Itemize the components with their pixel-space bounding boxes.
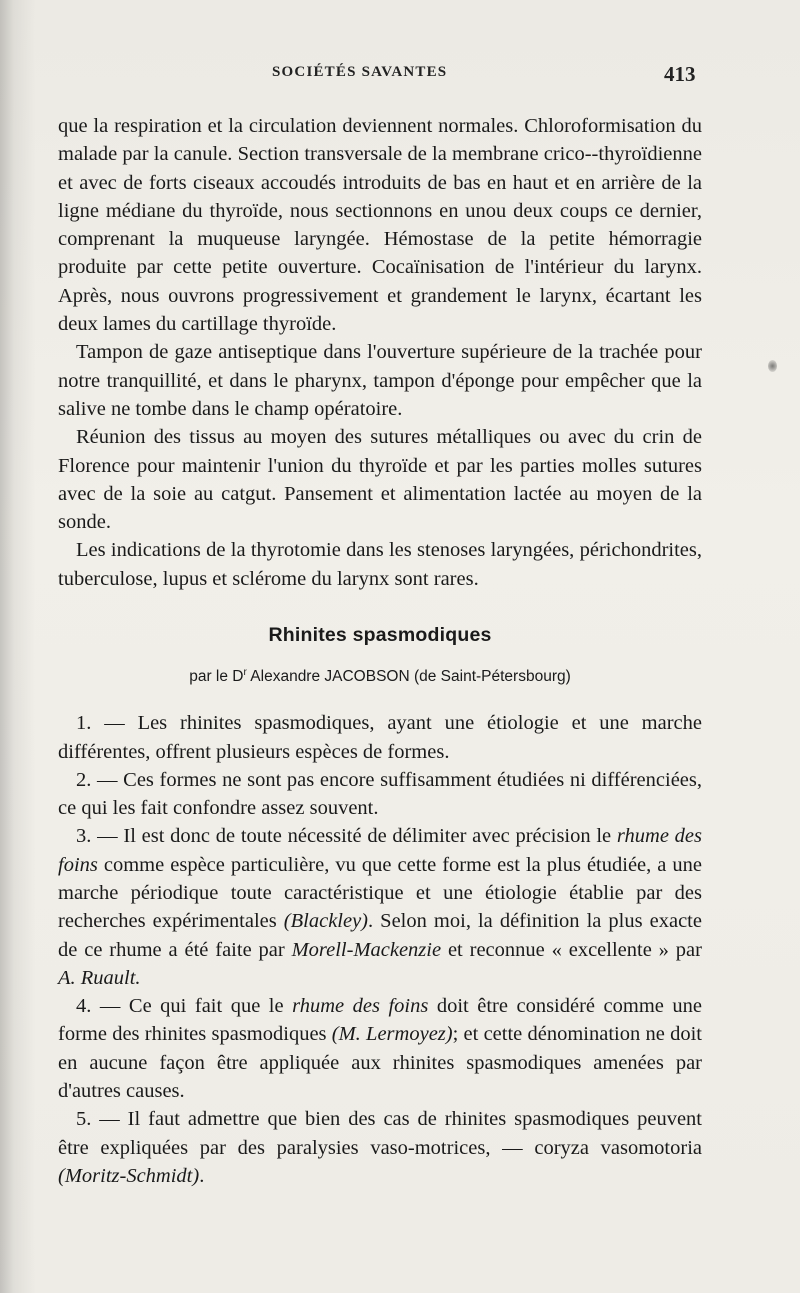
italic-citation: (Moritz-Schmidt) xyxy=(58,1164,200,1187)
italic-term: rhume des foins xyxy=(58,825,702,876)
numbered-point-1: 1. — Les rhinites spasmodiques, ayant une étiologie et une marche différentes, offrent plusieurs espèces de formes. xyxy=(58,712,702,763)
text-run: comme espèce particulière, vu que cette forme est la plus étudiée, a une marche périodique toute caractéristique et une étiologie établie par des recherches expérimentales xyxy=(58,853,702,933)
italic-citation: (Blackley) xyxy=(283,910,369,933)
paragraph: que la respiration et la circulation deviennent normales. Chloroformisation du malade par la canule. Section transversale de la membrane crico--thyroïdienne et avec de forts ciseaux accoudés introduits de bas en haut et en arrière de la ligne médiane du thyroïde, nous sectionnons en unou deux coups ce dernier, comprenant la muqueuse laryngée. Hémostase de la petite hémorragie produite par cette petite ouverture. Cocaïnisation de l'intérieur du larynx. Après, nous ouvrons progressivement et grandement le larynx, écartant les deux lames du cartillage thyroïde. xyxy=(58,115,702,336)
paragraph: Tampon de gaze antiseptique dans l'ouverture supérieure de la trachée pour notre tranquillité, et dans le pharynx, tampon d'éponge pour empêcher que la salive ne tombe dans le champ opératoire. xyxy=(58,341,702,420)
numbered-point-2: 2. — Ces formes ne sont pas encore suffisamment étudiées ni différenciées, ce qui les fait confondre assez souvent. xyxy=(58,768,702,820)
text-run: ; et cette dénomination ne doit en aucune façon être appliquée aux rhinites spasmodiques amenées par d'autres causes. xyxy=(58,1023,702,1103)
page-number: 413 xyxy=(664,62,696,86)
paragraph: Les indications de la thyrotomie dans les stenoses laryngées, périchondrites, tuberculose, lupus et sclérome du larynx sont rares. xyxy=(58,539,702,590)
text-run: et reconnue « excellente » par xyxy=(441,938,702,961)
article-byline xyxy=(58,661,702,689)
byline-prefix: par le D xyxy=(189,668,244,686)
page-header xyxy=(0,64,800,88)
numbered-point-3 xyxy=(58,822,702,992)
byline-superscript: r xyxy=(243,667,247,679)
italic-citation: (M. Lermoyez) xyxy=(331,1023,453,1046)
numbered-point-4 xyxy=(58,992,702,1105)
paragraph: Réunion des tissus au moyen des sutures métalliques ou avec du crin de Florence pour maintenir l'union du thyroïde et par les parties molles sutures avec de la soie au catgut. Pansement et alimentation lactée au moyen de la sonde. xyxy=(58,426,702,534)
italic-citation: Morell-Mackenzie xyxy=(291,938,442,961)
byline-author: Alexandre JACOBSON (de Saint-Pétersbourg) xyxy=(246,668,571,686)
text-run: 4. — Ce qui fait que le xyxy=(76,995,293,1018)
italic-citation: A. Ruault. xyxy=(58,966,141,989)
italic-term: rhume des foins xyxy=(292,995,429,1018)
text-run: doit être considéré comme une forme des rhinites spasmodiques xyxy=(58,995,702,1046)
page-body xyxy=(58,112,702,1190)
ink-spot xyxy=(768,360,777,372)
text-run: 5. — Il faut admettre que bien des cas de rhinites spasmodiques peuvent être expliquées par des paralysies vaso-motrices, — coryza vasomotoria xyxy=(58,1108,702,1159)
text-run: . xyxy=(199,1164,205,1187)
text-run: . Selon moi, la définition la plus exacte de ce rhume a été faite par xyxy=(58,910,702,961)
running-head: SOCIÉTÉS SAVANTES xyxy=(272,64,448,80)
article-title: Rhinites spasmodiques xyxy=(268,624,492,647)
numbered-point-5 xyxy=(58,1105,702,1190)
text-run: 3. — Il est donc de toute nécessité de délimiter avec précision le xyxy=(76,825,617,848)
